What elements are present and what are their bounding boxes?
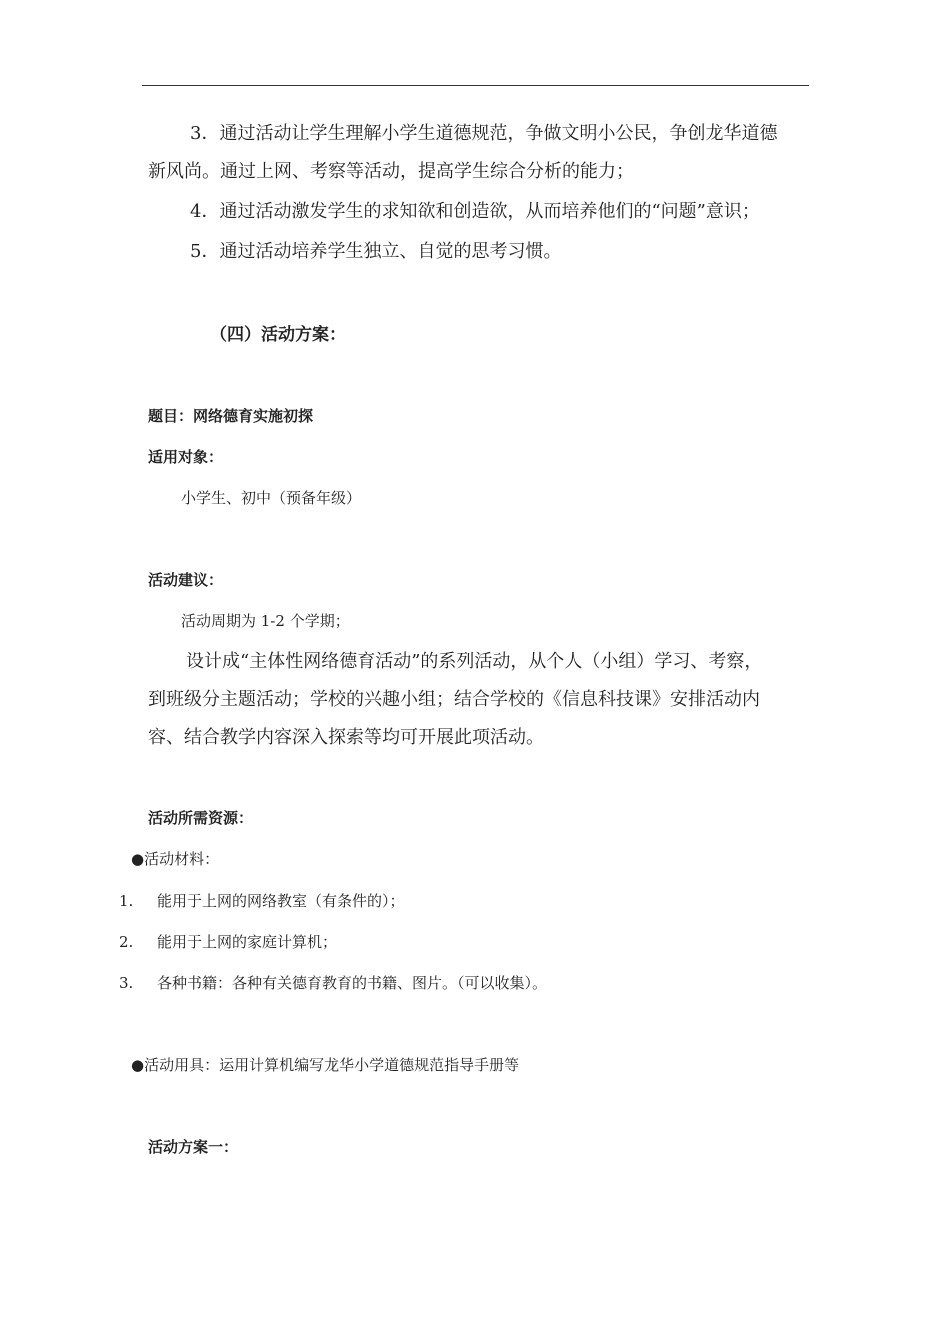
suggest-body-line-1: 设计成“主体性网络德育活动”的系列活动，从个人（小组）学习、考察， bbox=[186, 651, 763, 672]
suggest-body-line-2: 到班级分主题活动；学校的兴趣小组；结合学校的《信息科技课》安排活动内 bbox=[148, 689, 760, 710]
goal-3-line-1: 3．通过活动让学生理解小学生道德规范，争做文明小公民，争创龙华道德 bbox=[190, 123, 778, 144]
suggest-body-line-3: 容、结合教学内容深入探索等均可开展此项活动。 bbox=[148, 727, 544, 748]
material-item: 能用于上网的网络教室（有条件的）； bbox=[157, 892, 405, 910]
material-number: 3. bbox=[119, 974, 134, 992]
goal-5: 5．通过活动培养学生独立、自觉的思考习惯。 bbox=[190, 241, 562, 262]
material-item: 各种书籍：各种有关德育教育的书籍、图片。（可以收集）。 bbox=[157, 974, 548, 992]
topic-title: 题目：网络德育实施初探 bbox=[148, 407, 314, 425]
header-rule bbox=[142, 85, 809, 86]
goal-4: 4．通过活动激发学生的求知欲和创造欲，从而培养他们的“问题”意识； bbox=[190, 201, 760, 222]
materials-label: ●活动材料： bbox=[131, 850, 220, 868]
material-number: 2. bbox=[119, 933, 134, 951]
material-item: 能用于上网的家庭计算机； bbox=[157, 933, 338, 951]
target-label: 适用对象： bbox=[148, 448, 224, 466]
suggest-period: 活动周期为 1-2 个学期； bbox=[181, 612, 350, 630]
target-value: 小学生、初中（预备年级） bbox=[181, 489, 362, 507]
tools-line: ●活动用具：运用计算机编写龙华小学道德规范指导手册等 bbox=[131, 1056, 520, 1074]
resources-label: 活动所需资源： bbox=[148, 809, 254, 827]
plan-one-heading: 活动方案一： bbox=[148, 1138, 239, 1156]
suggest-label: 活动建议： bbox=[148, 571, 224, 589]
goal-3-line-2: 新风尚。通过上网、考察等活动，提高学生综合分析的能力； bbox=[148, 161, 634, 182]
material-number: 1. bbox=[119, 892, 134, 910]
section-heading: （四）活动方案： bbox=[210, 325, 346, 345]
